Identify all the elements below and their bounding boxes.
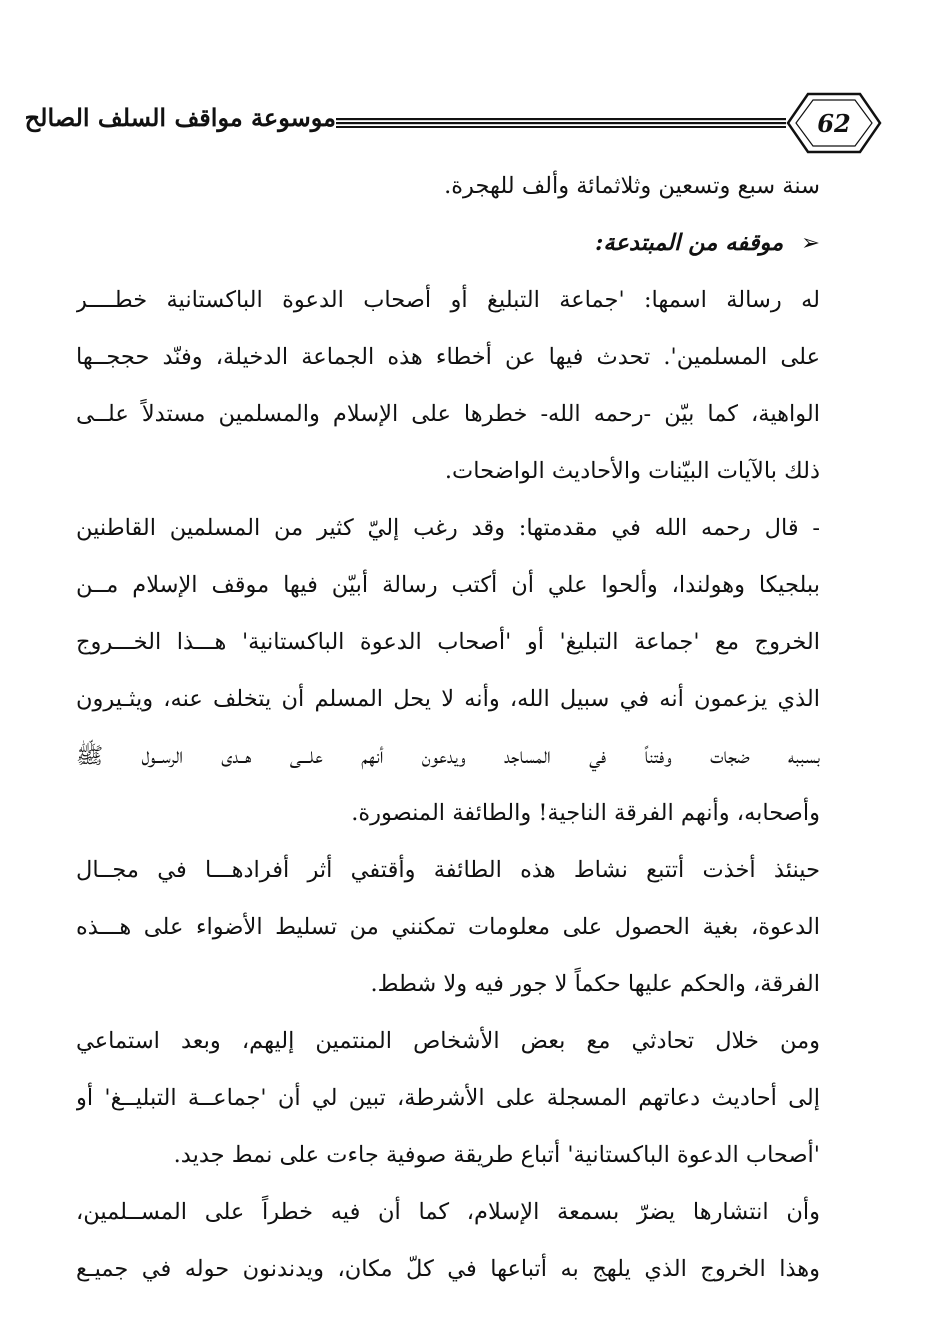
text-line: - قال رحمه الله في مقدمتها: وقد رغب إليّ كثير من المسلمين القاطنين xyxy=(76,515,820,541)
text-line: بسببه ضجات وفتناً في المساجد ويدعون أنهم علـــى هــدى الرســول ﷺ xyxy=(76,743,820,769)
text-line: ببلجيكا وهولندا، وألحوا علي أن أكتب رسالة أبيّن فيها موقف الإسلام مــن xyxy=(76,572,820,598)
text-line: الدعوة، بغية الحصول على معلومات تمكنني من تسليط الأضواء على هـــذه xyxy=(76,914,820,940)
text-line: ومن خلال تحادثي مع بعض الأشخاص المنتمين إليهم، وبعد استماعي xyxy=(76,1028,820,1054)
series-title: موسوعة مواقف السلف الصالح xyxy=(24,103,336,132)
text-line: حينئذ أخذت أتتبع نشاط هذه الطائفة وأقتفي أثر أفرادهـــا في مجــال xyxy=(76,857,820,883)
page-number-badge xyxy=(784,88,884,158)
page-number: 62 xyxy=(817,109,851,138)
text-line: وأن انتشارها يضرّ بسمعة الإسلام، كما أن فيه خطراً على المســلمين، xyxy=(76,1199,820,1225)
text-line: الذي يزعمون أنه في سبيل الله، وأنه لا يحل المسلم أن يتخلف عنه، ويثـيرون xyxy=(76,686,820,712)
text-line: وأصحابه، وأنهم الفرقة الناجية! والطائفة المنصورة. xyxy=(351,800,820,826)
text-line: سنة سبع وتسعين وثلاثمائة وألف للهجرة. xyxy=(444,173,820,199)
section-heading xyxy=(76,215,820,272)
text-line: الفرقة، والحكم عليها حكماً لا جور فيه ولا شطط. xyxy=(370,971,820,997)
section-heading-text: موقفه من المبتدعة: xyxy=(595,230,784,256)
text-line: إلى أحاديث دعاتهم المسجلة على الأشرطة، تبين لي أن 'جماعــة التبليــغ' أو xyxy=(76,1085,820,1111)
text-line: ذلك بالآيات البيّنات والأحاديث الواضحات. xyxy=(444,458,820,484)
text-line: الخروج مع 'جماعة التبليغ' أو 'أصحاب الدعوة الباكستانية' هـــذا الخـــروج xyxy=(76,629,820,655)
body-text xyxy=(76,158,820,1298)
text-line: على المسلمين'. تحدث فيها عن أخطاء هذه الجماعة الدخيلة، وفنّد حججــها xyxy=(76,344,820,370)
text-line: له رسالة اسمها: 'جماعة التبليغ أو أصحاب الدعوة الباكستانية خطــــر xyxy=(76,287,820,313)
text-line: الواهية، كما بيّن -رحمه الله- خطرها على الإسلام والمسلمين مستدلاً علــى xyxy=(76,401,820,427)
arrow-bullet-icon: ➢ xyxy=(801,230,820,256)
text-line: وهذا الخروج الذي يلهج به أتباعها في كلّ مكان، ويدندنون حوله في جميـع xyxy=(76,1256,820,1282)
text-line: 'أصحاب الدعوة الباكستانية' أتباع طريقة صوفية جاءت على نمط جديد. xyxy=(173,1142,820,1168)
page-header xyxy=(24,88,884,158)
header-rule xyxy=(336,118,786,128)
